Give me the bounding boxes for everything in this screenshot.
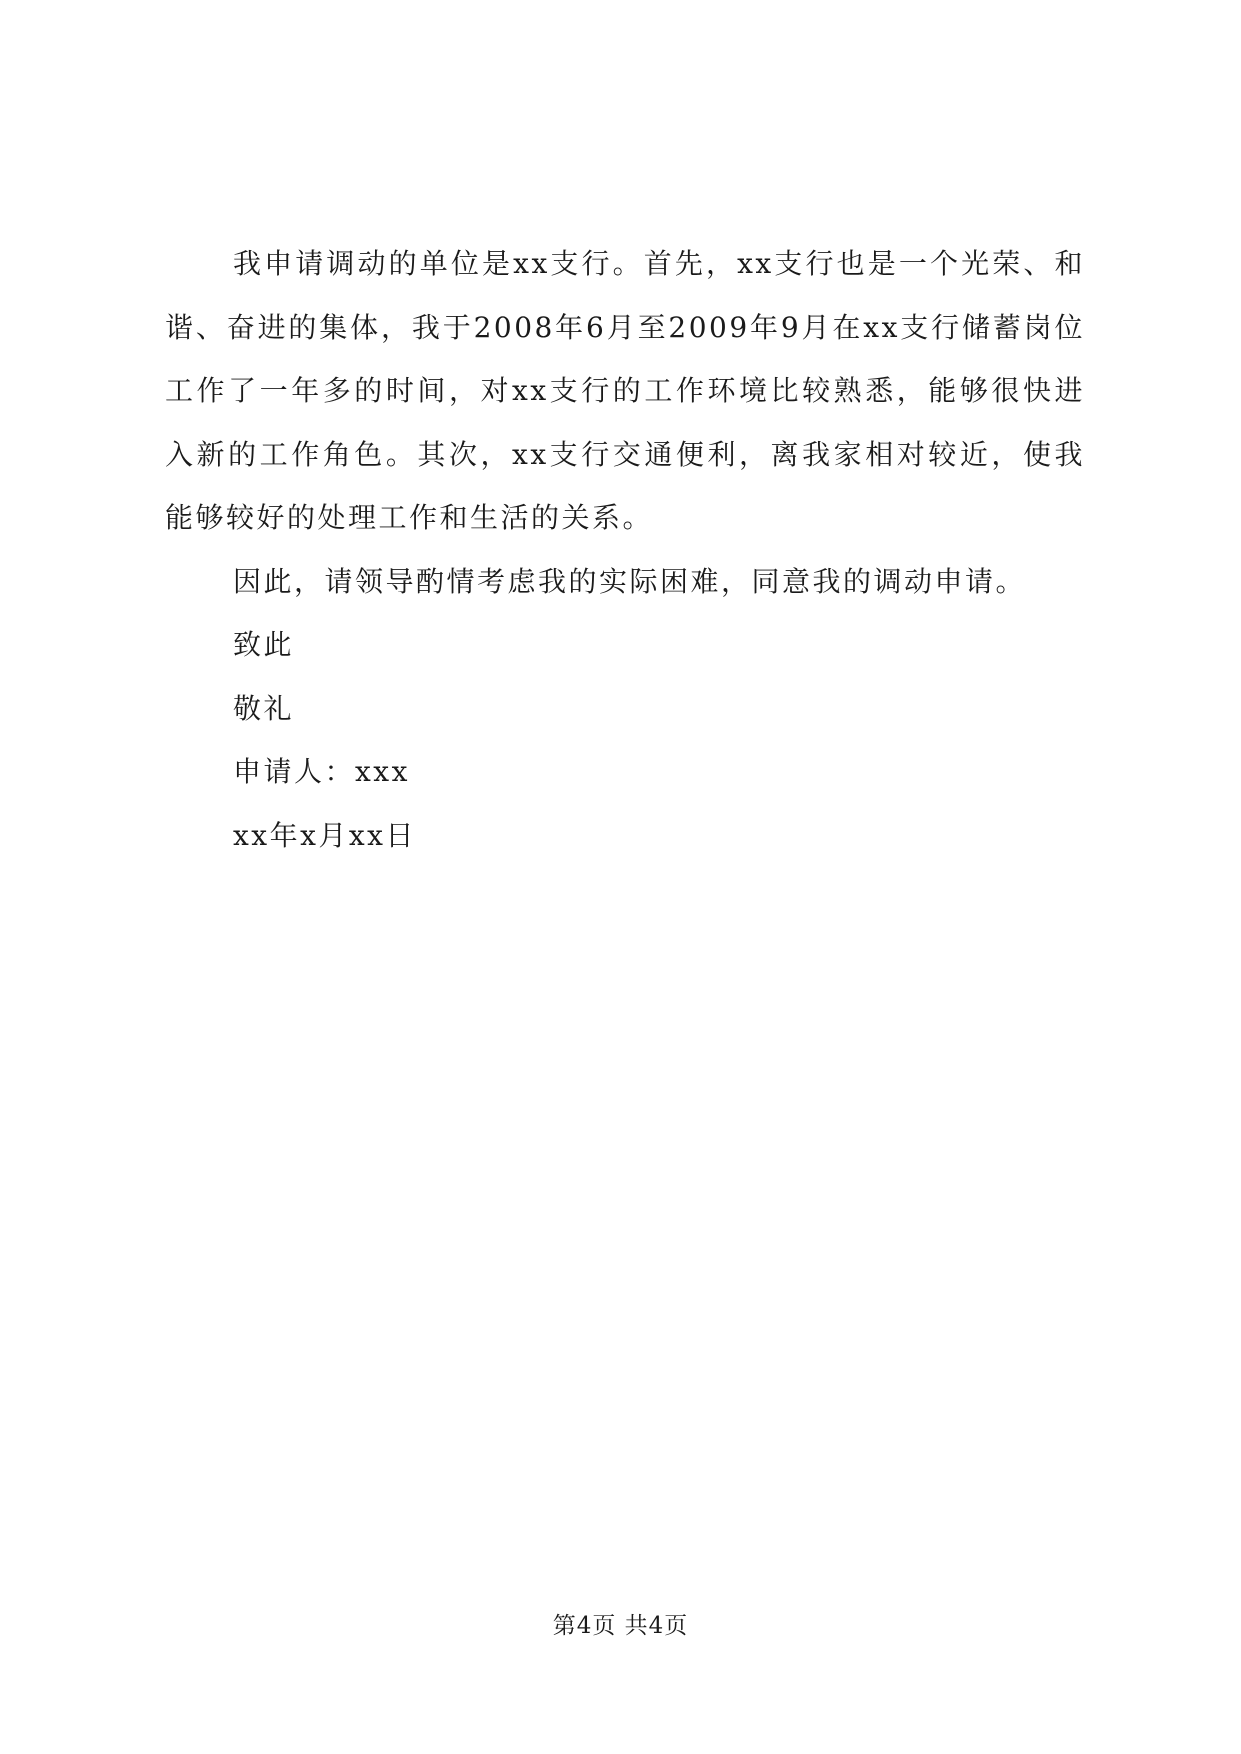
date-line: xx年x月xx日 (233, 818, 416, 852)
request-paragraph: 因此，请领导酌情考虑我的实际困难，同意我的调动申请。 (233, 564, 1027, 598)
document-body (165, 232, 1085, 867)
body-paragraph: 我申请调动的单位是xx支行。首先，xx支行也是一个光荣、和谐、奋进的集体，我于2008年6月至2009年9月在xx支行储蓄岗位工作了一年多的时间，对xx支行的工作环境比较熟悉，能够很快进入新的工作角色。其次，xx支行交通便利，离我家相对较近，使我能够较好的处理工作和生活的关系。 (165, 247, 1085, 534)
page-footer: 第4页 共4页 (552, 1613, 689, 1639)
salutation: 致此 (233, 628, 295, 661)
closing: 敬礼 (233, 691, 295, 725)
applicant-signature: 申请人：xxx (233, 755, 410, 788)
